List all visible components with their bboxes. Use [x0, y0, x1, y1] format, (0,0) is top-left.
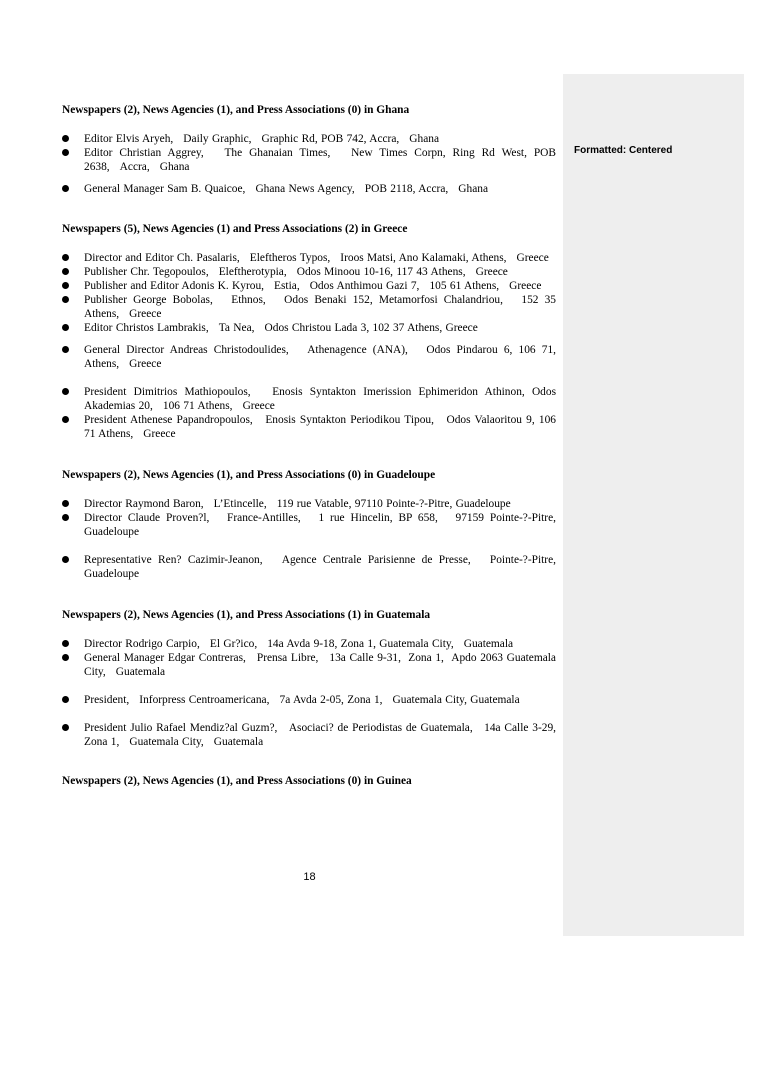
entry-list [62, 553, 556, 581]
entry-list [62, 132, 556, 174]
list-item: Publisher George Bobolas, Ethnos, Odos Benaki 152, Metamorfosi Chalandriou, 152 35 Athens, Greece [62, 293, 556, 321]
bullet-icon [62, 514, 69, 521]
list-item: Editor Christian Aggrey, The Ghanaian Times, New Times Corpn, Ring Rd West, POB 2638, Accra, Ghana [62, 146, 556, 174]
bullet-icon [62, 149, 69, 156]
section-heading: Newspapers (2), News Agencies (1), and Press Associations (1) in Guatemala [62, 609, 431, 621]
bullet-icon [62, 388, 69, 395]
list-item: Director Raymond Baron, L’Etincelle, 119 rue Vatable, 97110 Pointe-?-Pitre, Guadeloupe [62, 497, 556, 511]
bullet-icon [62, 296, 69, 303]
list-item: Editor Christos Lambrakis, Ta Nea, Odos Christou Lada 3, 102 37 Athens, Greece [62, 321, 556, 335]
list-item: Publisher Chr. Tegopoulos, Eleftherotypia, Odos Minoou 10-16, 117 43 Athens, Greece [62, 265, 556, 279]
section-ghana [62, 103, 556, 196]
bullet-icon [62, 254, 69, 261]
bullet-icon [62, 500, 69, 507]
entry-list [62, 343, 556, 371]
list-item: Director Claude Proven?l, France-Antilles, 1 rue Hincelin, BP 658, 97159 Pointe-?-Pitre, Guadeloupe [62, 511, 556, 539]
bullet-icon [62, 696, 69, 703]
list-item: General Manager Sam B. Quaicoe, Ghana News Agency, POB 2118, Accra, Ghana [62, 182, 556, 196]
entry-list [62, 182, 556, 196]
section-guadeloupe [62, 468, 556, 581]
entry-list [62, 721, 556, 749]
bullet-icon [62, 324, 69, 331]
list-item: Representative Ren? Cazimir-Jeanon, Agence Centrale Parisienne de Presse, Pointe-?-Pitre, Guadeloupe [62, 553, 556, 581]
list-item: Publisher and Editor Adonis K. Kyrou, Estia, Odos Anthimou Gazi 7, 105 61 Athens, Greece [62, 279, 556, 293]
list-item: Director and Editor Ch. Pasalaris, Eleftheros Typos, Iroos Matsi, Ano Kalamaki, Athens, Greece [62, 251, 556, 265]
bullet-icon [62, 282, 69, 289]
bullet-icon [62, 724, 69, 731]
section-guatemala [62, 608, 556, 749]
list-item: General Manager Edgar Contreras, Prensa Libre, 13a Calle 9-31, Zona 1, Apdo 2063 Guatemala City, Guatemala [62, 651, 556, 679]
bullet-icon [62, 135, 69, 142]
bullet-icon [62, 346, 69, 353]
list-item: President Julio Rafael Mendiz?al Guzm?, Asociaci? de Periodistas de Guatemala, 14a Calle 3-29, Zona 1, Guatemala City, Guatemala [62, 721, 556, 749]
entry-list [62, 497, 556, 539]
list-item: President Dimitrios Mathiopoulos, Enosis Syntakton Imerission Ephimeridon Athinon, Odos Akademias 20, 106 71 Athens, Greece [62, 385, 556, 413]
list-item: President Athenese Papandropoulos, Enosis Syntakton Periodikou Tipou, Odos Valaoritou 9, 106 71 Athens, Greece [62, 413, 556, 441]
comment-formatting-note: Formatted: Centered [574, 145, 673, 156]
bullet-icon [62, 268, 69, 275]
section-heading-guinea: Newspapers (2), News Agencies (1), and Press Associations (0) in Guinea [62, 775, 412, 787]
entry-list [62, 637, 556, 679]
entry-list [62, 385, 556, 441]
entry-list [62, 693, 556, 707]
bullet-icon [62, 185, 69, 192]
list-item: President, Inforpress Centroamericana, 7a Avda 2-05, Zona 1, Guatemala City, Guatemala [62, 693, 556, 707]
page-number: 18 [303, 871, 316, 883]
section-heading: Newspapers (5), News Agencies (1) and Press Associations (2) in Greece [62, 223, 408, 235]
bullet-icon [62, 556, 69, 563]
section-greece [62, 222, 556, 441]
bullet-icon [62, 640, 69, 647]
list-item: Director Rodrigo Carpio, El Gr?ico, 14a Avda 9-18, Zona 1, Guatemala City, Guatemala [62, 637, 556, 651]
comment-pane [563, 74, 744, 936]
entry-list [62, 251, 556, 335]
page-body [62, 103, 556, 789]
section-heading: Newspapers (2), News Agencies (1), and Press Associations (0) in Guadeloupe [62, 469, 436, 481]
bullet-icon [62, 654, 69, 661]
section-heading: Newspapers (2), News Agencies (1), and Press Associations (0) in Ghana [62, 104, 410, 116]
bullet-icon [62, 416, 69, 423]
list-item: General Director Andreas Christodoulides, Athenagence (ANA), Odos Pindarou 6, 106 71, Athens, Greece [62, 343, 556, 371]
list-item: Editor Elvis Aryeh, Daily Graphic, Graphic Rd, POB 742, Accra, Ghana [62, 132, 556, 146]
